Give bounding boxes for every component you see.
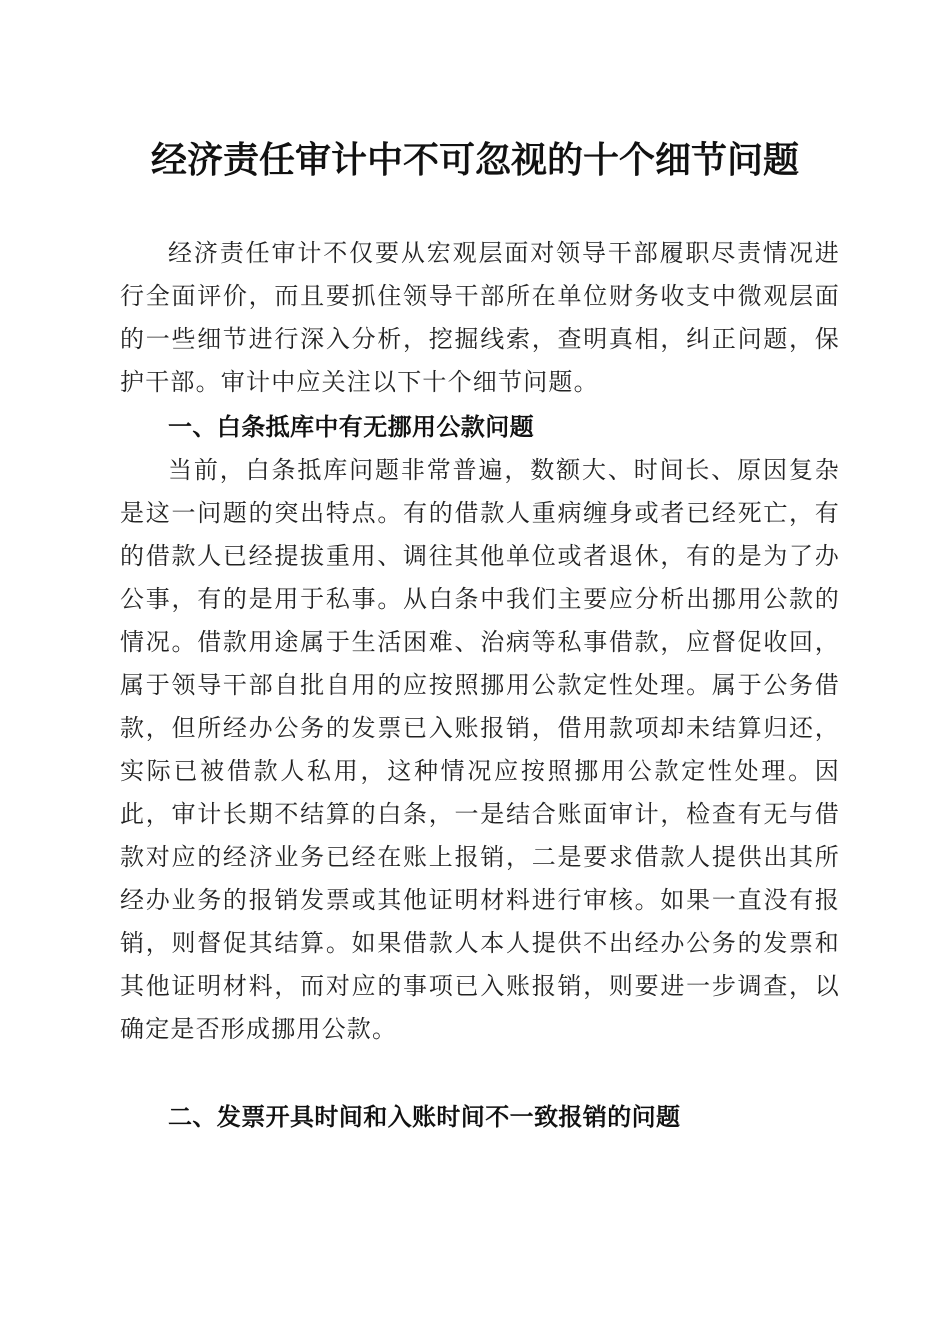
section-heading-1: 一、白条抵库中有无挪用公款问题 — [168, 413, 534, 441]
section-1-paragraph: 当前，白条抵库问题非常普遍，数额大、时间长、原因复杂是这一问题的突出特点。有的借款人重病缠身或者已经死亡，有的借款人已经提拔重用、调往其他单位或者退休，有的是为了办公事，有的是用于私事。从白条中我们主要应分析出挪用公款的情况。借款用途属于生活困难、治病等私事借款，应督促收回，属于领导干部自批自用的应按照挪用公款定性处理。属于公务借款，但所经办公务的发票已入账报销，借用款项却未结算归还，实际已被借款人私用，这种情况应按照挪用公款定性处理。因此，审计长期不结算的白条，一是结合账面审计，检查有无与借款对应的经济业务已经在账上报销，二是要求借款人提供出其所经办业务的报销发票或其他证明材料进行审核。如果一直没有报销，则督促其结算。如果借款人本人提供不出经办公务的发票和其他证明材料，而对应的事项已入账报销，则要进一步调查，以确定是否形成挪用公款。 — [120, 456, 840, 1043]
intro-paragraph: 经济责任审计不仅要从宏观层面对领导干部履职尽责情况进行全面评价，而且要抓住领导干部所在单位财务收支中微观层面的一些细节进行深入分析，挖掘线索，查明真相，纠正问题，保护干部。审计中应关注以下十个细节问题。 — [120, 239, 840, 396]
document-title: 经济责任审计中不可忽视的十个细节问题 — [150, 139, 799, 181]
document-body — [120, 232, 840, 1139]
section-heading-2: 二、发票开具时间和入账时间不一致报销的问题 — [168, 1103, 681, 1131]
